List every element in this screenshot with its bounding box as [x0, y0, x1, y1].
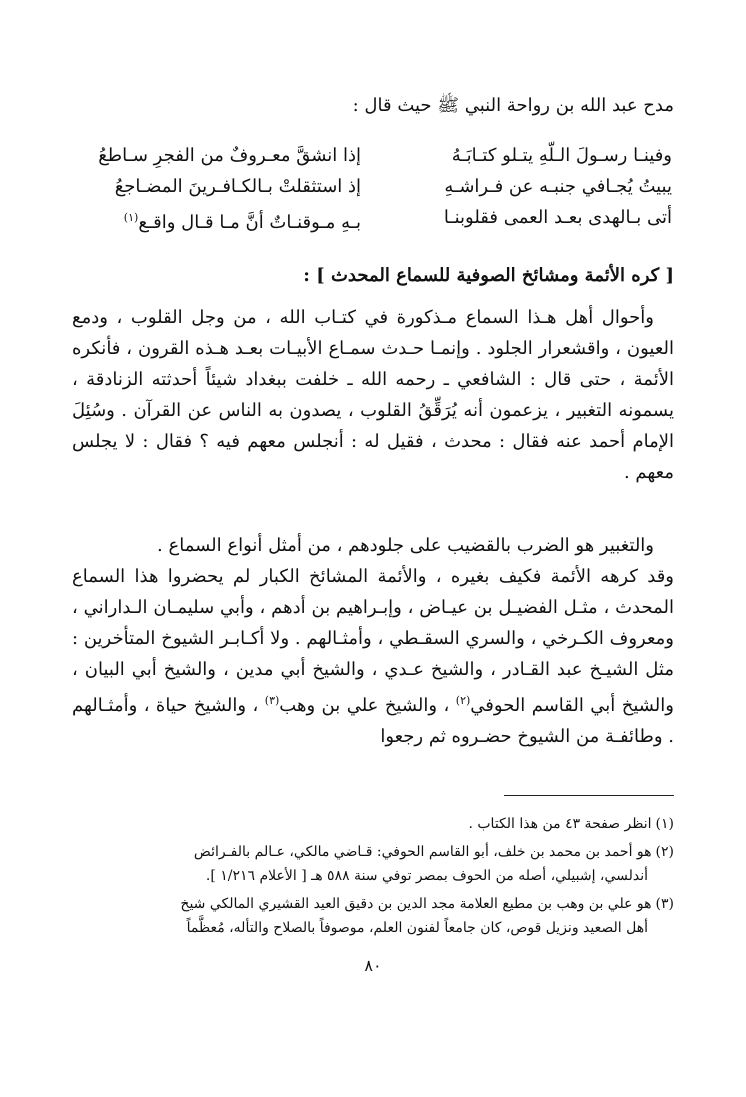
- footnote-2-number: (٢): [655, 844, 674, 860]
- paragraph-1-text: وأحوال أهل هـذا السماع مـذكورة في كتـاب الله ، من وجل القلوب ، ودمع العيون ، واقشعرار الجلود . وإنمـا حـدث سمـاع الأبيـات بعـد هـذه القرون ، فأنكره الأئمة ، حتى قال : الشافعي ـ رحمه الله ـ خلفت ببغداد شيئاً أحدثته الزنادقة ، يسمونه التغبير ، يزعمون أنه يُرَقِّقُ القلوب ، يصدون به الناس عن القرآن . وسُئِلَ الإمام أحمد عنه فقال : محدث ، فقيل له : أنجلس معهم فيه ؟ فقال : لا يجلس معهم .: [72, 307, 674, 483]
- footnote-2: [72, 840, 674, 888]
- verse-1-second-hemistich: إذا انشقَّ معـروفٌ من الفجرِ سـاطعُ: [98, 145, 362, 166]
- verse-2-second-hemistich: إذ استثقلتْ بـالكـافـرينَ المضـاجعُ: [114, 176, 362, 197]
- footnote-marker-3: (٣): [264, 694, 280, 707]
- paragraph-2: [72, 530, 674, 752]
- footnotes: [72, 812, 674, 944]
- footnote-divider: [504, 795, 674, 796]
- footnote-2-text: هو أحمد بن محمد بن خلف، أبو القاسم الحوفي: قـاضي مالكي، عـالم بالفـرائض: [193, 844, 652, 860]
- paragraph-1: [72, 302, 674, 488]
- footnote-3: [72, 892, 674, 940]
- page-number: ٨٠: [364, 956, 382, 975]
- paragraph-2-body: [72, 561, 674, 752]
- poem-verse-1: [74, 140, 672, 171]
- poem-verse-3: [74, 202, 672, 233]
- footnote-marker-2: (٢): [455, 694, 471, 707]
- poem-verse-2: [74, 171, 672, 202]
- verse-2-first-hemistich: يبيتُ يُجـافي جنبـه عن فـراشـهِ: [444, 176, 672, 197]
- paragraph-2-lead: والتغبير هو الضرب بالقضيب على جلودهم ، من أمثل أنواع السماع .: [157, 535, 654, 556]
- footnote-3-text: هو علي بن وهب بن مطيع العلامة مجد الدين بن دقيق العيد القشيري المالكي شيخ: [180, 896, 652, 912]
- footnote-3-continuation: أهل الصعيد ونزيل قوص، كان جامعاً لفنون العلم، موصوفاً بالصلاح والتأله، مُعظَّماً: [186, 920, 648, 936]
- paragraph-2-part-c: ، والشيخ حياة ، وأمثـالهم . وطائفـة من الشيوخ حضـروه ثم رجعوا: [72, 695, 674, 747]
- verse-3-first-hemistich: أتى بـالهدى بعـد العمى فقلوبنـا: [443, 207, 672, 228]
- footnote-3-number: (٣): [655, 896, 674, 912]
- footnote-1-text: انظر صفحة ٤٣ من هذا الكتاب .: [468, 816, 652, 832]
- footnote-2-continuation: أندلسي، إشبيلي، أصله من الحوف بمصر توفي سنة ٥٨٨ هـ [ الأعلام ١/٢١٦ ].: [205, 868, 648, 884]
- footnote-1-number: (١): [655, 816, 674, 832]
- verse-1-first-hemistich: وفينـا رسـولَ الـلّهِ يتـلو كتـابَـهُ: [451, 145, 672, 166]
- section-heading: [ كره الأئمة ومشائخ الصوفية للسماع المحدث ] :: [303, 265, 674, 286]
- paragraph-2-part-a: وقد كرهه الأئمة فكيف بغيره ، والأئمة المشائخ الكبار لم يحضروا هذا السماع المحدث ، مثـل الفضيـل بن عيـاض ، وإبـراهيم بن أدهم ، وأبي سليمـان الـداراني ، ومعروف الكـرخي ، والسري السقـطي ، وأمثـالهم . ولا أكـابـر الشيوخ المتأخرين : مثل الشيـخ عبد القـادر ، والشيخ عـدي ، والشيخ أبي مدين ، والشيخ أبي البيان ، والشيخ أبي القاسم الحوفي: [72, 566, 674, 716]
- poem-footnote-marker: (١): [123, 211, 139, 224]
- intro-line: مدح عبد الله بن رواحة النبي ﷺ حيث قال :: [352, 95, 674, 116]
- footnote-1: [72, 812, 674, 836]
- poem: [74, 140, 672, 233]
- paragraph-2-part-b: ، والشيخ علي بن وهب: [279, 695, 456, 716]
- verse-3-second-hemistich: [74, 202, 361, 233]
- verse-3-second-text: بـهِ مـوقنـاتٌ أنَّ مـا قـال واقـع: [138, 212, 362, 233]
